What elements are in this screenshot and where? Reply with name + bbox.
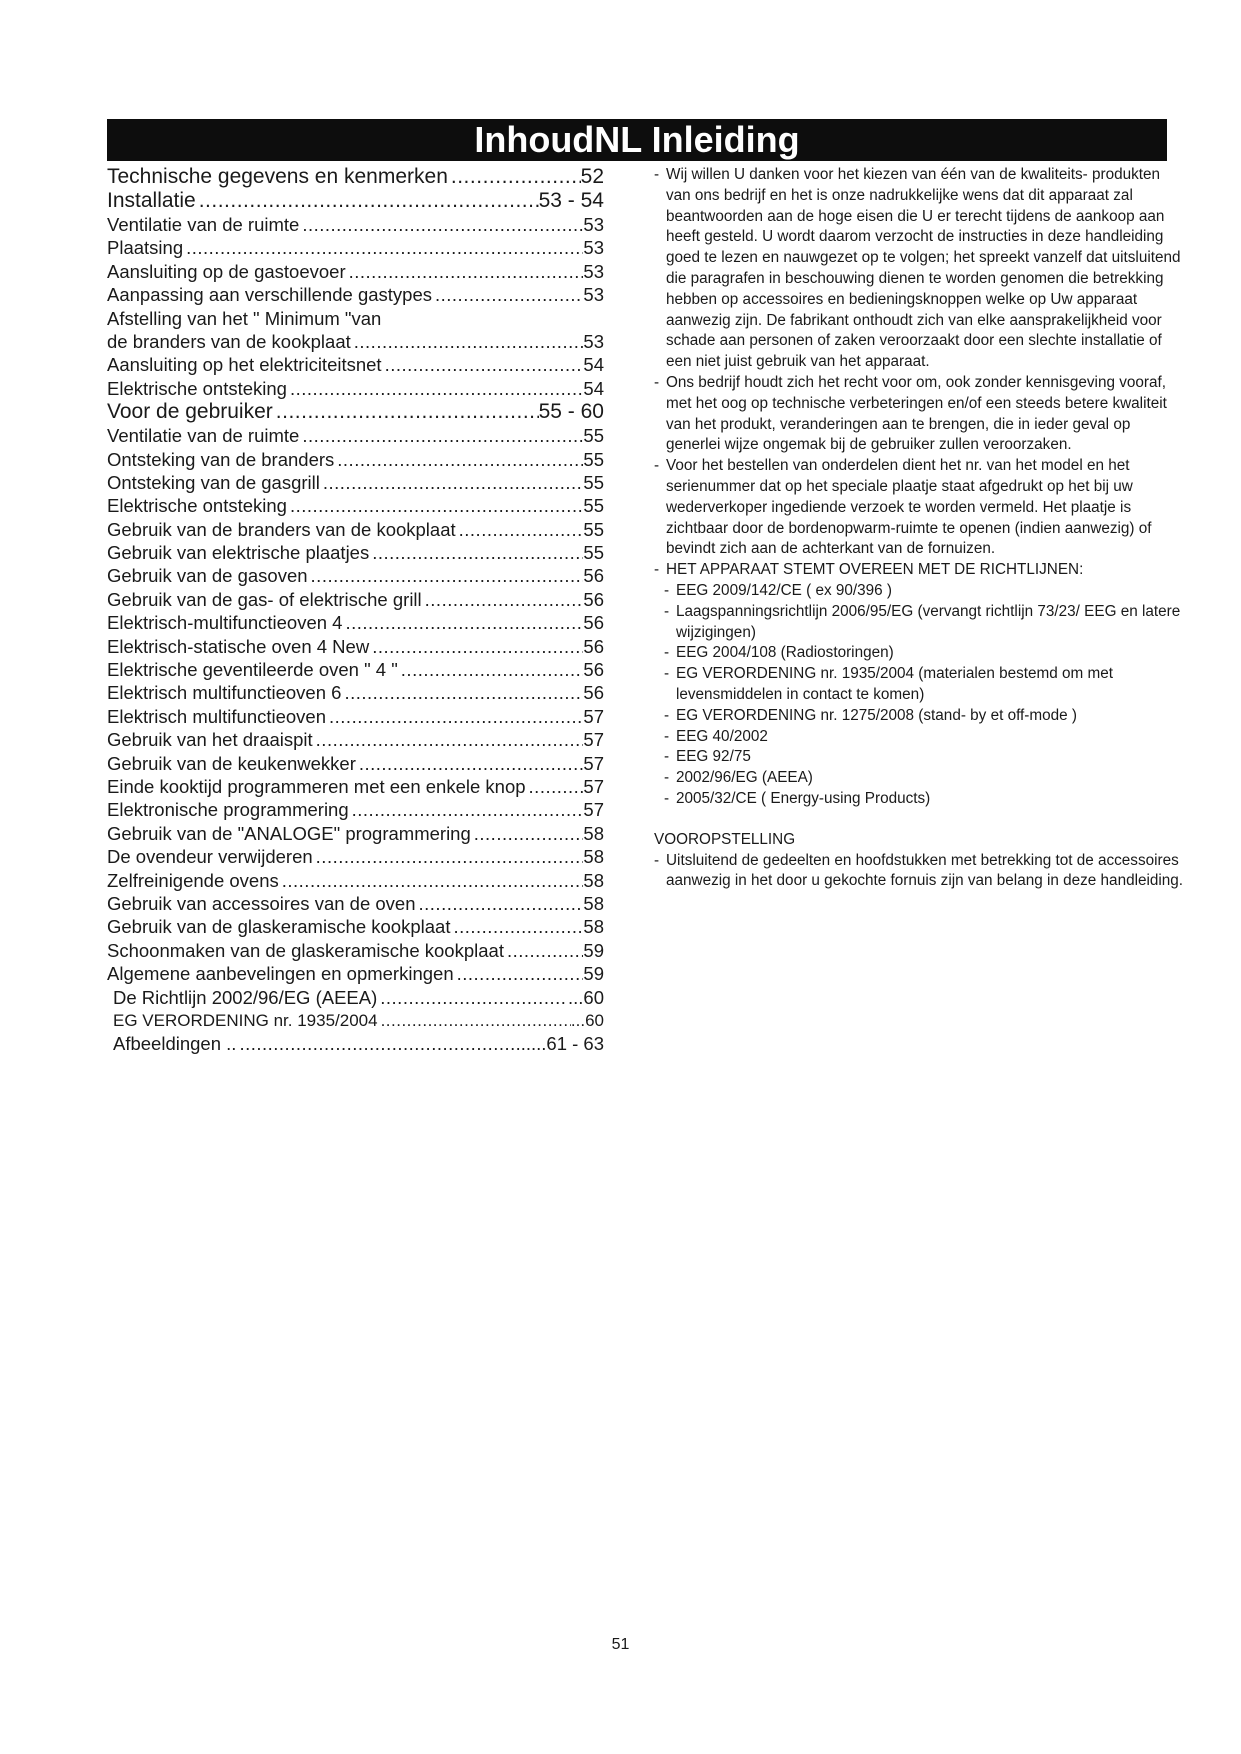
- directive-item: - EG VERORDENING nr. 1275/2008 (stand- by et off-mode ): [664, 706, 1078, 724]
- toc-entry: [107, 283, 604, 306]
- toc-entry-title: Elektrische geventileerde oven " 4 ": [107, 659, 398, 681]
- toc-entry-title: Elektrisch multifunctieoven 6: [107, 682, 342, 704]
- toc-entry: [107, 681, 604, 704]
- toc-leader-dots: [450, 915, 583, 938]
- toc-leader-dots: [313, 728, 584, 751]
- toc-entry-title: Aansluiting op de gastoevoer: [107, 260, 346, 282]
- toc-entry-page: 55: [583, 448, 604, 470]
- toc-entry-page: 57: [583, 752, 604, 774]
- toc-entry-title: Ontsteking van de branders: [107, 448, 335, 470]
- toc-entry: [107, 1009, 604, 1032]
- directive-text: EG VERORDENING nr. 1935/2004 (materialen bestemd om met levensmiddelen in contact te komen): [676, 665, 1113, 703]
- toc-entry-page: ...60: [570, 1010, 604, 1030]
- toc-leader-dots: [196, 189, 539, 213]
- toc-entry-title: de branders van de kookplaat: [107, 330, 351, 352]
- directive-item: - Laagspanningsrichtlijn 2006/95/EG (vervangt richtlijn 73/23/ EEG en latere wijzigingen): [664, 602, 1181, 641]
- toc-leader-dots: [398, 658, 584, 681]
- toc-entry-title: Gebruik van elektrische plaatjes: [107, 542, 370, 564]
- toc-entry-title: Gebruik van de keukenwekker: [107, 752, 356, 774]
- toc-entry-title: Gebruik van de "ANALOGE" programmering: [107, 822, 471, 844]
- directive-text: 2002/96/EG (AEEA): [676, 769, 813, 787]
- toc-entry-title: Algemene aanbevelingen en opmerkingen: [107, 963, 454, 985]
- toc-leader-dots: [346, 260, 584, 283]
- toc-leader-dots: [456, 518, 584, 541]
- toc-entry-page: 56: [583, 682, 604, 704]
- toc-entry-page: 59: [583, 963, 604, 985]
- toc-entry: [107, 165, 604, 189]
- toc-entry-title: Ontsteking van de gasgrill: [107, 471, 320, 493]
- table-of-contents: [107, 165, 604, 1056]
- toc-entry-page: 57: [583, 775, 604, 797]
- toc-entry-title: De Richtlijn 2002/96/EG (AEEA): [113, 986, 378, 1008]
- toc-entry: [107, 611, 604, 634]
- toc-entry: [107, 658, 604, 681]
- toc-entry: [107, 424, 604, 447]
- directive-text: Laagspanningsrichtlijn 2006/95/EG (vervangt richtlijn 73/23/ EEG en latere wijzigingen): [676, 602, 1181, 641]
- page-title: InhoudNL Inleiding: [474, 119, 800, 160]
- toc-entry: [107, 915, 604, 938]
- toc-entry: [107, 986, 604, 1009]
- toc-entry-page: 55: [583, 425, 604, 447]
- toc-entry-title: Gebruik van het draaispit: [107, 729, 313, 751]
- toc-entry-title: Gebruik van de gasoven: [107, 565, 308, 587]
- toc-entry-title: Afstelling van het " Minimum "van: [107, 307, 382, 329]
- directive-text: EEG 2004/108 (Radiostoringen): [676, 644, 894, 662]
- toc-entry-page: 56: [583, 588, 604, 610]
- toc-entry-title: Plaatsing: [107, 237, 184, 259]
- toc-entry-title: Ventilatie van de ruimte: [107, 425, 300, 447]
- toc-leader-dots: [236, 1032, 515, 1055]
- toc-entry: [107, 845, 604, 868]
- toc-leader-dots: [369, 541, 583, 564]
- toc-entry: [107, 564, 604, 587]
- toc-entry: [107, 448, 604, 471]
- toc-entry-page: 59: [583, 939, 604, 961]
- toc-entry-title: Gebruik van de branders van de kookplaat: [107, 518, 456, 540]
- toc-entry: [107, 400, 604, 424]
- toc-entry: [107, 775, 604, 798]
- toc-entry: [107, 635, 604, 658]
- page-number: 51: [611, 1636, 630, 1653]
- toc-entry-page: 56: [583, 565, 604, 587]
- directive-item: - EEG 40/2002: [664, 727, 768, 745]
- toc-entry-title: Einde kooktijd programmeren met een enkele knop: [107, 775, 526, 797]
- toc-entry: [107, 705, 604, 728]
- toc-entry: [107, 330, 604, 353]
- intro-paragraph: - Voor het bestellen van onderdelen dient het nr. van het model en het serienummer dat op het speciale plaatje staat afgedrukt op het bij uw wederverkoper ingediende verzoek te worden vermeld. Het plaatje is zichtbaar door de bordenopwarm-ruimte te openen (indien aanwezig) of bevindt zich aan de achterkant van de fornuizen.: [654, 457, 1152, 558]
- introduction-text: [654, 165, 1184, 892]
- toc-entry-page: 52: [580, 165, 604, 188]
- directive-text: EG VERORDENING nr. 1275/2008 (stand- by et off-mode ): [676, 706, 1078, 724]
- toc-entry: [107, 471, 604, 494]
- toc-leader-dots: [526, 775, 584, 798]
- toc-leader-dots: [299, 213, 583, 236]
- toc-entry: [107, 236, 604, 259]
- directive-item: - 2002/96/EG (AEEA): [664, 769, 813, 787]
- toc-entry-page: 53: [583, 260, 604, 282]
- toc-leader-dots: [273, 400, 539, 424]
- toc-entry-title: Ventilatie van de ruimte: [107, 214, 300, 235]
- toc-entry: [107, 1032, 604, 1055]
- toc-entry-title: Voor de gebruiker: [107, 400, 273, 424]
- directive-text: EEG 2009/142/CE ( ex 90/396 ): [676, 581, 892, 599]
- toc-entry-title: Elektrische ontsteking: [107, 377, 287, 399]
- directive-item: - EEG 2009/142/CE ( ex 90/396 ): [664, 581, 892, 599]
- toc-leader-dots: [378, 1009, 571, 1032]
- toc-leader-dots: [342, 611, 583, 634]
- toc-leader-dots: [356, 752, 584, 775]
- toc-entry-title: Aanpassing aan verschillende gastypes: [107, 284, 432, 306]
- toc-entry: [107, 869, 604, 892]
- toc-entry-page: 53: [583, 330, 604, 352]
- directives-heading: - HET APPARAAT STEMT OVEREEN MET DE RICHTLIJNEN:: [654, 561, 1084, 579]
- page-title-bar: [107, 119, 1167, 161]
- toc-entry: [107, 541, 604, 564]
- toc-leader-dots: [382, 353, 584, 376]
- toc-entry-title: Gebruik van de glaskeramische kookplaat: [107, 916, 451, 938]
- toc-entry-title: Technische gegevens en kenmerken: [107, 165, 448, 188]
- toc-leader-dots: [341, 681, 583, 704]
- toc-entry-page: 58: [583, 846, 604, 868]
- toc-entry-page: 53: [583, 284, 604, 306]
- toc-entry-page: 54: [583, 354, 604, 376]
- toc-leader-dots: [313, 845, 584, 868]
- toc-leader-dots: [504, 939, 583, 962]
- toc-entry-title: Gebruik van accessoires van de oven: [107, 892, 416, 914]
- toc-entry-title: Elektrische ontsteking: [107, 495, 287, 517]
- toc-entry: [107, 822, 604, 845]
- toc-entry-title: Gebruik van de gas- of elektrische grill: [107, 588, 422, 610]
- toc-entry: [107, 377, 604, 400]
- toc-entry-page: 57: [583, 729, 604, 751]
- toc-entry: [107, 939, 604, 962]
- toc-entry-title: EG VERORDENING nr. 1935/2004: [113, 1010, 378, 1030]
- toc-leader-dots: [377, 986, 568, 1009]
- toc-entry-page: 56: [583, 659, 604, 681]
- directive-item: - EEG 92/75: [664, 748, 751, 766]
- directive-item: - EG VERORDENING nr. 1935/2004 (materialen bestemd om met levensmiddelen in contact te komen): [664, 665, 1113, 703]
- directive-text: EEG 92/75: [676, 748, 751, 766]
- toc-leader-dots: [183, 236, 583, 259]
- toc-leader-dots: [351, 330, 584, 353]
- toc-entry-page: 53: [583, 214, 604, 235]
- toc-entry-page: 53 - 54: [538, 189, 604, 212]
- intro-paragraph: - Ons bedrijf houdt zich het recht voor om, ook zonder kennisgeving vooraf, met het oog op technische verbeteringen en/of een steeds betere kwaliteit van het produkt, veranderingen aan te brengen, die in ieder geval op generlei wijze ongemak bij de gebruiker zullen veroorzaken.: [654, 373, 1167, 454]
- toc-entry-title: Elektrisch-multifunctieoven 4: [107, 612, 343, 634]
- toc-entry-page: 55 - 60: [538, 400, 604, 424]
- toc-leader-dots: [334, 448, 583, 471]
- toc-entry-title: Afbeeldingen ..: [113, 1033, 237, 1055]
- toc-entry-page: 58: [583, 892, 604, 914]
- toc-entry: [107, 353, 604, 376]
- toc-entry-page: 54: [583, 377, 604, 399]
- toc-entry-page: 57: [583, 799, 604, 821]
- toc-entry: [107, 189, 604, 213]
- toc-entry-page: 58: [583, 916, 604, 938]
- toc-entry-page: 57: [583, 705, 604, 727]
- toc-entry-page: ......61 - 63: [515, 1033, 604, 1055]
- toc-leader-dots: [299, 424, 583, 447]
- toc-entry-title: Elektronische programmering: [107, 799, 349, 821]
- toc-entry-title: Elektrisch multifunctieoven: [107, 705, 327, 727]
- directives-list: [654, 581, 1184, 810]
- toc-entry-page: 55: [583, 495, 604, 517]
- toc-entry: [107, 728, 604, 751]
- toc-entry: [107, 752, 604, 775]
- toc-leader-dots: [432, 283, 583, 306]
- toc-entry-title: Schoonmaken van de glaskeramische kookplaat: [107, 939, 504, 961]
- toc-leader-dots: [448, 165, 581, 189]
- toc-entry: [107, 307, 604, 330]
- toc-leader-dots: [287, 494, 583, 517]
- toc-entry: [107, 213, 604, 236]
- directive-item: - 2005/32/CE ( Energy-using Products): [664, 789, 931, 807]
- toc-leader-dots: [308, 564, 584, 587]
- toc-entry-page: 58: [583, 822, 604, 844]
- toc-leader-dots: [416, 892, 584, 915]
- toc-entry-page: 55: [583, 542, 604, 564]
- toc-entry: [107, 588, 604, 611]
- toc-leader-dots: [454, 962, 584, 985]
- toc-leader-dots: [422, 588, 584, 611]
- directive-text: 2005/32/CE ( Energy-using Products): [676, 789, 931, 807]
- toc-entry-page: 58: [583, 869, 604, 891]
- toc-entry-title: Aansluiting op het elektriciteitsnet: [107, 354, 382, 376]
- intro-paragraph: - Wij willen U danken voor het kiezen van één van de kwaliteits- produkten van ons bedrijf en het is onze nadrukkelijke wens dat dit apparaat zal beantwoorden aan de hoge eisen die U er terecht tijdens de aankoop aan heeft gesteld. U wordt daarom verzocht de instructies in deze handleiding goed te lezen en nauwgezet op te volgen; het spreekt vanzelf dat uitsluitend die paragrafen in beschouwing dienen te worden genomen die betrekking hebben op accessoires en bedieningsknoppen welke op Uw apparaat aanwezig zijn. De fabrikant onthoudt zich van elke aansprakelijkheid voor schade aan personen of zaken veroorzaakt door een slechte installatie of een niet juist gebruik van het apparaat.: [654, 166, 1181, 371]
- section-paragraph: - Uitsluitend de gedeelten en hoofdstukken met betrekking tot de accessoires aanwezig in het door u gekochte fornuis zijn van belang in deze handleiding.: [654, 851, 1184, 890]
- toc-entry-title: De ovendeur verwijderen: [107, 846, 313, 868]
- toc-leader-dots: [279, 869, 584, 892]
- toc-entry-title: Installatie: [107, 189, 196, 212]
- toc-entry-title: Zelfreinigende ovens: [107, 869, 279, 891]
- toc-leader-dots: [369, 635, 583, 658]
- toc-entry-page: 55: [583, 518, 604, 540]
- toc-entry-page: 56: [583, 612, 604, 634]
- directive-item: - EEG 2004/108 (Radiostoringen): [664, 644, 894, 662]
- toc-entry-page: 55: [583, 471, 604, 493]
- toc-entry-page: ...60: [568, 986, 604, 1008]
- toc-entry-page: 56: [583, 635, 604, 657]
- toc-entry: [107, 798, 604, 821]
- toc-entry: [107, 494, 604, 517]
- toc-leader-dots: [320, 471, 584, 494]
- toc-leader-dots: [349, 798, 584, 821]
- toc-leader-dots: [326, 705, 583, 728]
- toc-entry: [107, 518, 604, 541]
- toc-entry: [107, 962, 604, 985]
- toc-entry: [107, 260, 604, 283]
- directive-text: EEG 40/2002: [676, 727, 768, 745]
- toc-leader-dots: [471, 822, 584, 845]
- section-heading: VOOROPSTELLING: [654, 830, 796, 848]
- toc-entry-title: Elektrisch-statische oven 4 New: [107, 635, 370, 657]
- toc-entry-page: 53: [583, 237, 604, 259]
- toc-entry: [107, 892, 604, 915]
- toc-leader-dots: [287, 377, 583, 400]
